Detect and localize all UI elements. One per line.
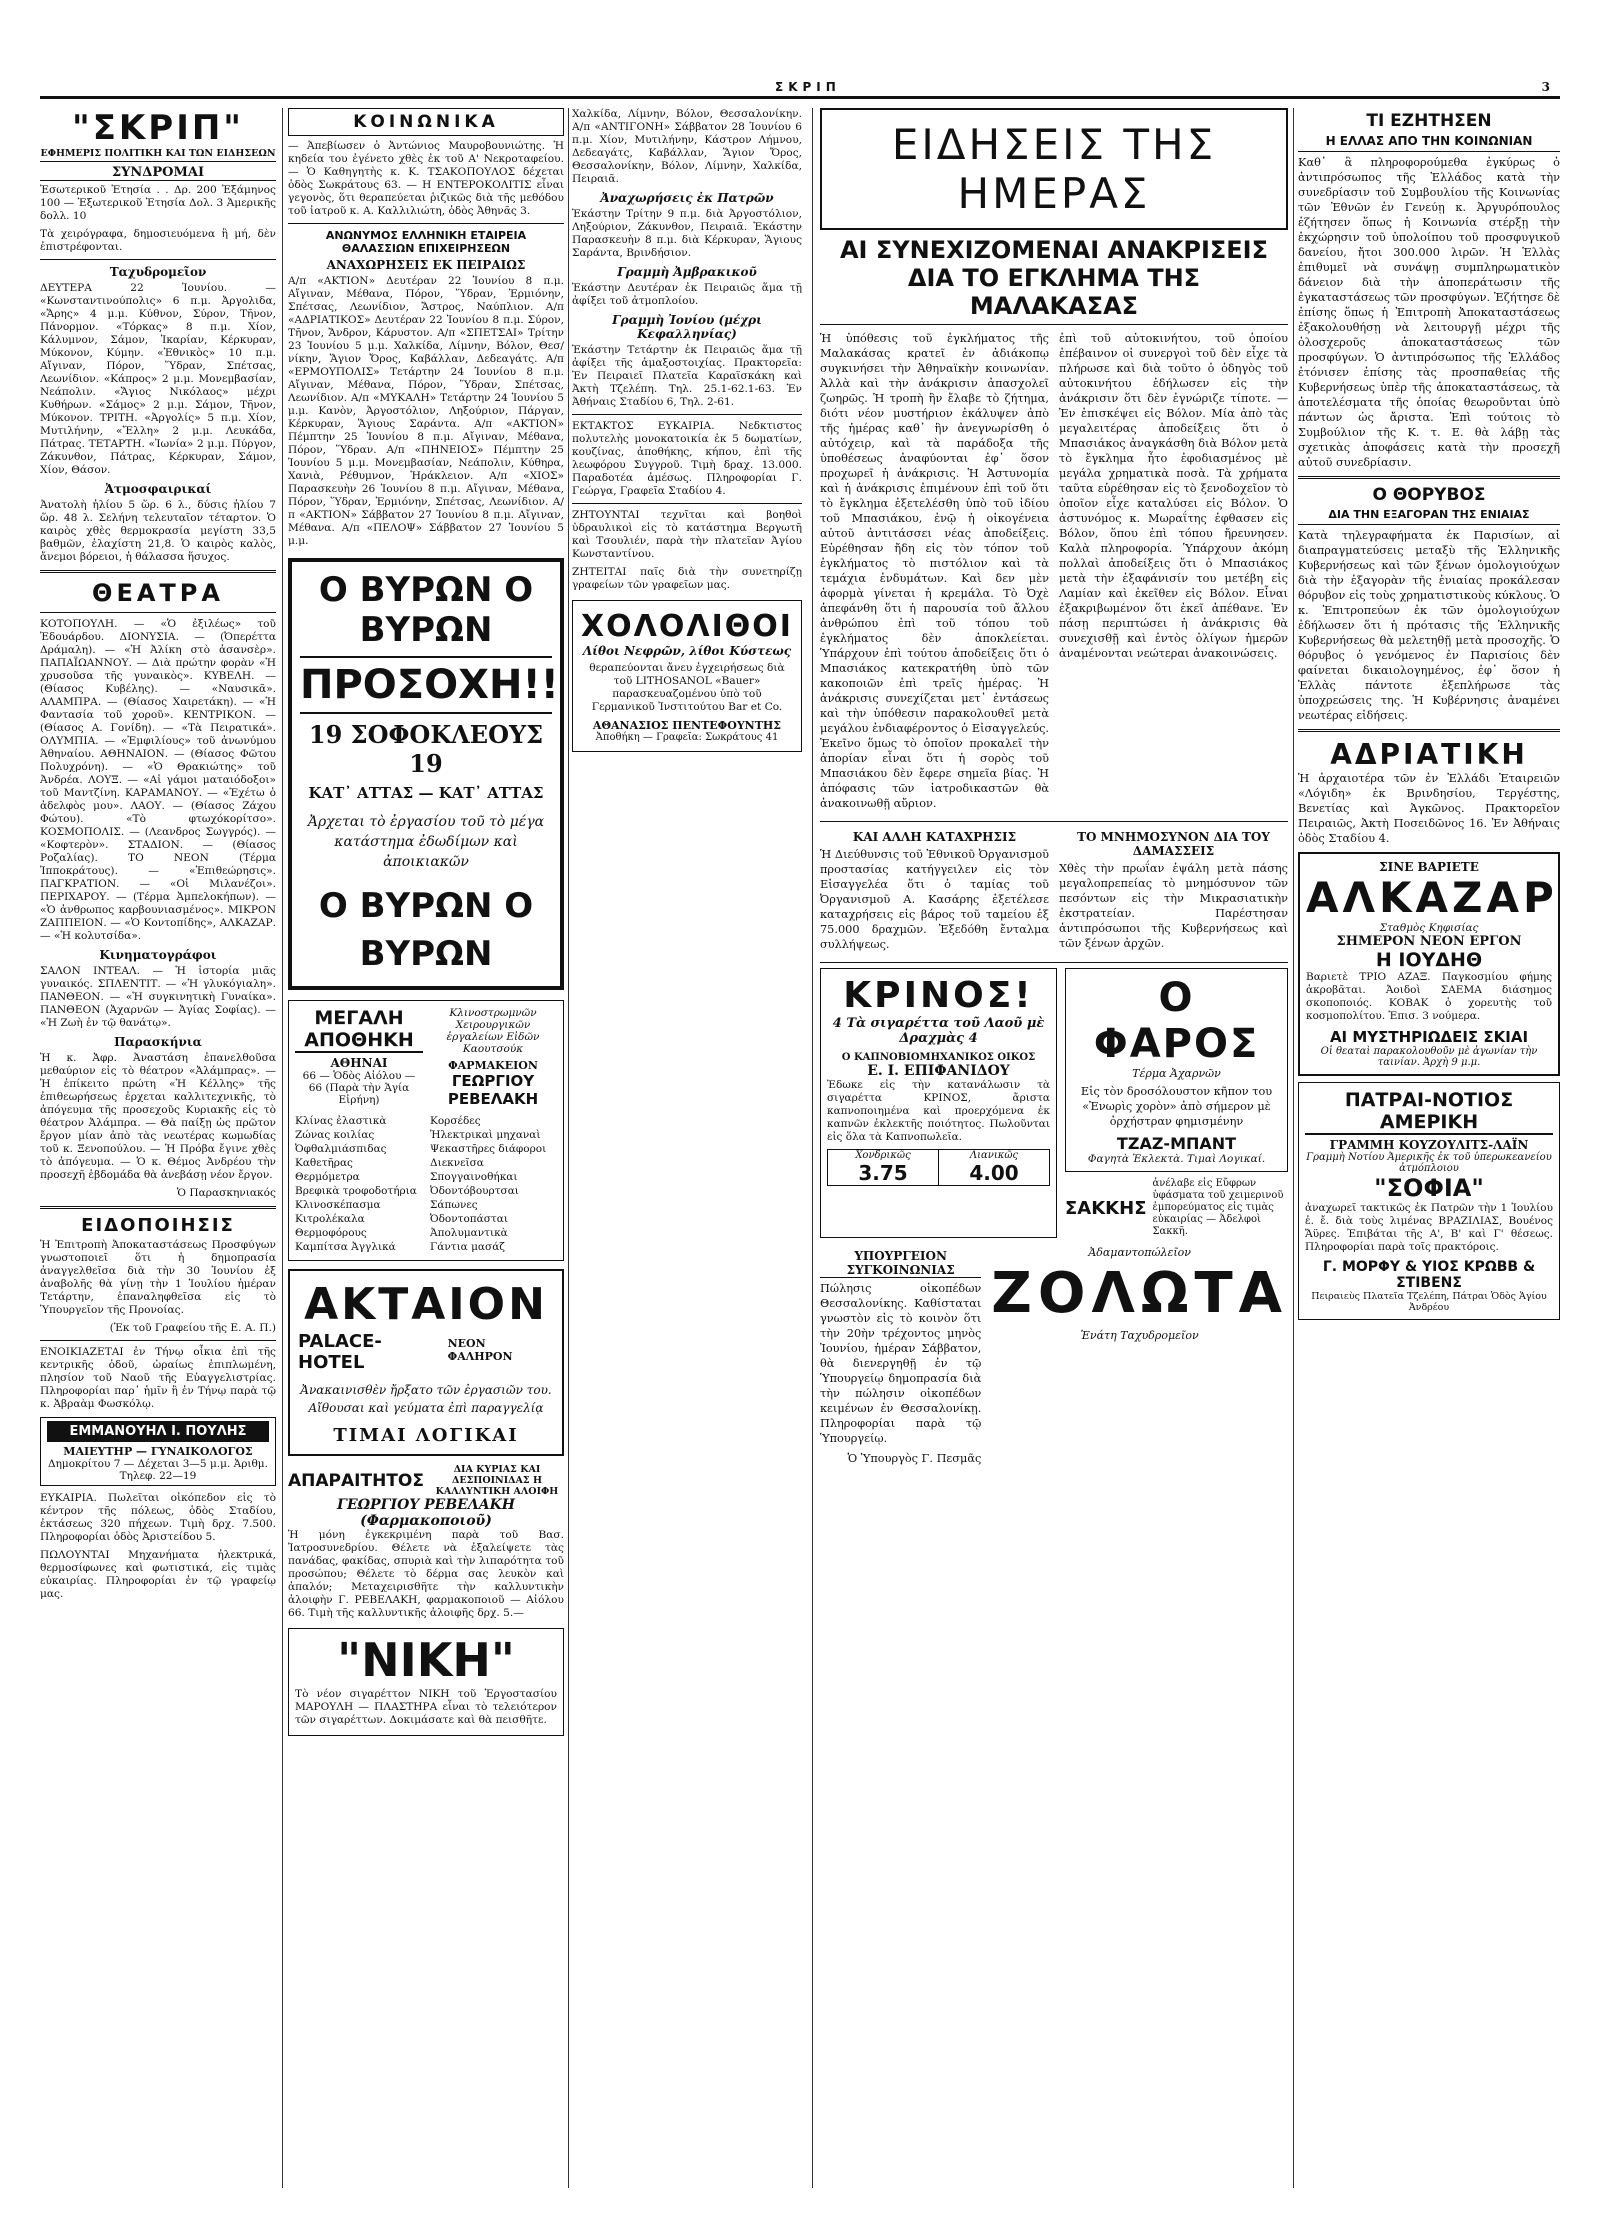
list-item: Ἠλεκτρικαὶ μηχαναὶ <box>430 1129 541 1141</box>
ministry-signature: Ὁ Ὑπουργὸς Γ. Πεσμᾶς <box>847 1452 982 1465</box>
doctor-name: ΕΜΜΑΝΟΥΗΛ Ι. ΠΟΥΛΗΣ <box>47 1421 269 1442</box>
revelakis-name: ΓΕΩΡΓΙΟΥ ΡΕΒΕΛΑΚΗ (Φαρμακοποιοῦ) <box>337 1497 515 1529</box>
doctor-specialty: ΜΑΙΕΥΤΗΡ — ΓΥΝΑΙΚΟΛΟΓΟΣ <box>63 1445 253 1458</box>
list-item: Ὀδοντόβουρτσαι <box>430 1185 519 1197</box>
mail-title: Ταχυδρομεῖον <box>109 265 207 279</box>
ionian-title: Γραμμὴ Ἰονίου (μέχρι Κεφαλληνίας) <box>612 313 762 341</box>
notices-title: ΕΙΔΟΠΟΙΗΣΙΣ <box>81 1215 235 1236</box>
list-item: Γάντια μασάζ <box>430 1241 505 1253</box>
shipping-departures-title: ΑΝΑΧΩΡΗΣΕΙΣ ΕΚ ΠΕΙΡΑΙΩΣ <box>326 258 526 272</box>
wanted-workers-ad: ΖΗΤΟΥΝΤΑΙ τεχνῖται καὶ βοηθοὶ ὑδραυλικοὶ εἰς τὸ κατάστημα Βεργωτῆ καὶ Τσουλιέν, παρὰ τὴν πλατεῖαν Ἀγίου Κωνσταντίνου. <box>572 509 802 560</box>
gallstones-subtitle: Λίθοι Νεφρῶν, λίθοι Κύστεως <box>582 644 792 658</box>
cinema-text: ΣΑΛΟΝ ΙΝΤΕΑΛ. — Ἡ ἱστορία μιᾶς γυναικός. ΣΠΛΕΝΤΙΤ. — «Ἡ γλυκόγιαλη». ΠΑΝΘΕΟΝ. — «Ἡ συγκινητικὴ Γυναίκα». ΠΑΝΘΕΟΝ (Ἀχαρνῶν — Ἀγίας Σοφίας). — «Ἡ Ζωὴ ἐν τῷ θανάτῳ». <box>40 965 276 1029</box>
page-masthead <box>40 80 1560 99</box>
uproar-headline-2: ΔΙΑ ΤΗΝ ΕΞΑΓΟΡΑΝ ΤΗΣ ΕΝΙΑΙΑΣ <box>1298 508 1560 525</box>
bargain-ad: ΕΥΚΑΙΡΙΑ. Πωλεῖται οἰκόπεδον εἰς τὸ κέντρον τῆς πόλεως, ὁδὸς Σταδίου, ἐκτάσεως 320 πήχεων. Τιμὴ δρχ. 7.500. Πληροφορίαι ὁδὸς Ἀριστείδου 5. <box>40 1492 276 1543</box>
warehouse-address: 66 — Ὁδὸς Αἰόλου — 66 (Παρὰ τὴν Ἁγία Εἰρήνη) <box>302 1070 416 1106</box>
patras-america-title: ΠΑΤΡΑΙ-ΝΟΤΙΟΣ ΑΜΕΡΙΚΗ <box>1305 1089 1553 1135</box>
adriatiki-text: Ἡ ἀρχαιοτέρα τῶν ἐν Ἑλλάδι Ἑταιρειῶν «Λόγιδη» ἐκ Βρινδησίου, Τεργέστης, Βενετίας καὶ Ἀγκῶνος. Πρακτορεῖον Πειραιῶς, Ἀκτὴ Ποσειδῶνος 16. Ἐν Ἀθήναις ὁδὸς Σταδίου 4. <box>1298 772 1560 845</box>
paper-subtitle: ΕΦΗΜΕΡΙΣ ΠΟΛΙΤΙΚΗ ΚΑΙ ΤΩΝ ΕΙΔΗΣΕΩΝ <box>40 148 276 162</box>
alkazar-note: Οἱ θεαταὶ παρακολουθοῦν μὲ ἀγωνίαν τὴν ταινίαν. Ἀρχὴ 9 μ.μ. <box>1320 1046 1538 1068</box>
gallstones-text: θεραπεύονται ἄνευ ἐγχειρήσεως διὰ τοῦ LITHOSANOL «Bauer» παρασκευαζομένου ὑπὸ τοῦ Γερμανικοῦ Ἰνστιτούτου Bar et Co. <box>589 662 785 713</box>
zolotas-address: Ἑνάτη Ταχυδρομεῖον <box>1080 1329 1199 1342</box>
patras-america-route: Γραμμὴ Νοτίου Ἀμερικῆς ἐκ τοῦ ὑπερωκεανείου ἀτμόπλοιου <box>1306 1152 1552 1174</box>
weather-text: Ἀνατολὴ ἡλίου 5 ὥρ. 6 λ., δύσις ἡλίου 7 ὥρ. 48 λ. Σελήνη τελευταῖον τέταρτον. Ὁ καιρὸς χθὲς θερμοκρασία μεγίστη 33,5 βαθμῶν, ἐλαχίστη 21,8. Ὁ καιρὸς καλὸς, ἄνεμοι βόρειοι, ἡ θάλασσα ἥσυχος. <box>40 499 276 563</box>
revelakis-ad <box>288 1464 564 1620</box>
subscriptions-text: Ἐσωτερικοῦ Ἐτησία . . Δρ. 200 Ἑξάμηνος 100 — Ἐξωτερικοῦ Ἐτησία Δολ. 3 Ἀμερικῆς δολλ. 10 <box>40 184 276 222</box>
sakkis-ad <box>1065 1178 1288 1238</box>
patras-america-text: ἀναχωρεῖ τακτικῶς ἐκ Πατρῶν τὴν 1 Ἰουλίου ἐ. ἔ. διὰ τοὺς λιμένας ΒΡΑΖΙΛΙΑΣ, Βουένος Ἄϋρες. Ἐπιβάται τῆς Α', Β' καὶ Γ' θέσεως. Πληροφορίαι παρὰ τοῖς πρακτόροις. <box>1305 1202 1553 1253</box>
story-right-column: ἐπὶ τοῦ αὐτοκινήτου, τοῦ ὁποίου ἐπέβαινον οἱ συνεργοὶ τοῦ δὲν εἶχε τὰ πλήρωσε καὶ διὰ τοῦτο ὁ ὁδηγὸς τοῦ αὐτοκινήτου ἐδήλωσεν εἰς τὴν ἀνάκρισιν ὅτι δὲν ἐγνώριζε τίποτε. — Ἐν ἐπισκέψει εἰς Βόλον. Μία ἀπὸ τὰς μεγαλειτέρας ἀποδείξεις ὅτι ὁ Μπασιάκος ἀναγκάσθη διὰ Βόλον μετὰ τὸ ἔγκλημα ἦτο ἐφοδιασμένος μὲ μεγάλα χρηματικὰ ποσὰ. Τὰ χρήματα ταῦτα εὑρέθησαν εἰς τὸ ξενοδοχεῖον τὸ ὁποῖον εἶχε καταλύσει εἰς Βόλον. Ὁ ἀστυνόμος κ. Μωραΐτης ἐφθασεν εἰς Βόλον, ὅπου ἐπὶ τόπου ἤρευνησεν. Καλὰ πληροφορία. Ὑπάρχουν ἀκόμη πολλαὶ ἀποδείξεις ὅτι ὁ Μπασιάκος μετὰ τὴν ἐξαφάνισίν του μετέβη εἰς Λαμίαν καὶ ἐκεῖθεν εἰς Βόλον. Εἶναι ἐξακριβωμένον ὅτι ἐκεῖ ἀπέθανε. Ἐν πάσῃ περιπτώσει ἡ ἀνάκρισις θὰ συνεχισθῇ καὶ ἐντὸς ὀλίγων ἡμερῶν ἀναμένονται νεώτεραι ἀνακοινώσεις. <box>1059 332 1288 660</box>
patras-america-address: Πειραιεὺς Πλατεῖα Τζελέπη, Πάτραι Ὁδὸς Ἁγίου Ἀνδρέου <box>1311 1291 1547 1313</box>
aktaion-prices: ΤΙΜΑΙ ΛΟΓΙΚΑΙ <box>333 1425 519 1446</box>
gallstones-ad <box>572 600 802 752</box>
wanted-boy-ad: ΖΗΤΕΙΤΑΙ παῖς διὰ τὴν συνετηρίζῃ γραφείων τῶν γραφεῖων μας. <box>572 566 802 591</box>
aktaion-subtitle: PALACE-HOTEL <box>298 1331 382 1373</box>
krinos-wholesale-label: Χονδρικῶς <box>855 1150 911 1161</box>
warehouse-goods: Κλινοστρωμνῶν Χειρουργικῶν ἐργαλείων Εἰδῶν Καουτσούκ <box>446 1007 540 1055</box>
doctor-ad <box>40 1417 276 1486</box>
byron-attention: ΠΡΟΣΟΧΗ!! <box>300 656 552 714</box>
cinema-title: Κινηματογράφοι <box>99 948 217 962</box>
memorial-title: ΤΟ ΜΝΗΜΟΣΥΝΟΝ ΔΙΑ ΤΟΥ ΔΑΜΑΣΣΕΙΣ <box>1077 830 1270 858</box>
niki-text: Τὸ νέον σιγαρέττον ΝΙΚΗ τοῦ Ἐργοστασίου ΜΑΡΟΥΛΗ — ΠΛΑΣΤΗΡΑ εἶναι τὸ τελειότερον τῶν σιγαρέττων. Δοκιμάσατε καὶ θὰ πεισθῆτε. <box>295 1688 557 1726</box>
shipping-continued: Χαλκίδα, Λίμνην, Βόλον, Θεσσαλονίκην. Α/π «ΑΝΤΙΓΟΝΗ» Σάββατον 28 Ἰουνίου 6 π.μ. Χίον, Μυτιλήνην, Κάστρον Λήμνου, Δεδεαγάτς, Καβάλλαν, Ἅγιον Ὄρος, Θεσσαλονίκην, Βόλον, Λίμνην, Χαλκίδα, Πειραιᾶ. <box>572 108 802 185</box>
krinos-price-line: 4 Τὰ σιγαρέττα τοῦ Λαοῦ μὲ Δραχμὰς 4 <box>832 1016 1045 1046</box>
ministry-text: Πώλησις οἰκοπέδων Θεσσαλονίκης. Καθίσταται γνωστὸν εἰς τὸ κοινὸν ὅτι τὴν 20ὴν τρέχοντος μηνὸς Ἰουνίου, ἡμέραν Σάββατον, θὰ διενεργηθῇ ἐν τῷ Ὑπουργείῳ δημοπρασία διὰ τὴν πώλησιν οἰκοπέδων κειμένων ἐν Θεσσαλονίκῃ. Πληροφορίαι παρὰ τῷ Ὑπουργείῳ. <box>820 1282 982 1445</box>
list-item: Σάπωνες <box>430 1199 478 1211</box>
warehouse-city: ΑΘΗΝΑΙ <box>330 1056 388 1070</box>
shipping-company-title: ΑΝΩΝΥΜΟΣ ΕΛΛΗΝΙΚΗ ΕΤΑΙΡΕΙΑ ΘΑΛΑΣΣΙΩΝ ΕΠΙΧΕΙΡΗΣΕΩΝ <box>325 229 527 255</box>
krinos-ad <box>820 968 1057 1238</box>
story-headline-2: ΔΙΑ ΤΟ ΕΓΚΛΗΜΑ ΤΗΣ ΜΑΛΑΚΑΣΑΣ <box>820 264 1288 325</box>
list-item: Ἀπολυμαντικὰ <box>430 1227 508 1239</box>
backstage-signature: Ὁ Παρασκηνιακός <box>176 1187 276 1199</box>
alkazar-text: Βαριετὲ ΤΡΙΟ ΑΖΑΞ. Παγκοσμίου φήμης ἀκροβᾶται. Ἀοιδοὶ ΣΑΕΜΑ διάσημος σκοποποιός. ΚΟΒΑΚ ὁ χορευτὴς τοῦ κοσμοπολίτου. Ἐπισ. 3 νούμερα. <box>1306 971 1552 1022</box>
faros-ad <box>1065 968 1288 1172</box>
warehouse-ad <box>288 1000 564 1261</box>
list-item: Θερμοφόρους <box>295 1227 367 1239</box>
krinos-name: Ε. Ι. ΕΠΙΦΑΝΙΔΟΥ <box>867 1063 1010 1079</box>
gallstones-address: Ἀποθήκη — Γραφεῖα: Σωκράτους 41 <box>595 732 779 743</box>
warehouse-title: ΜΕΓΑΛΗ ΑΠΟΘΗΚΗ <box>295 1007 423 1053</box>
column-5 <box>1298 108 1560 2188</box>
embezzlement-text: Ἡ Διεύθυνσις τοῦ Ἐθνικοῦ Ὀργανισμοῦ προστασίας κατήγγειλεν εἰς τὸν Εἰσαγγελέα ὅτι ὁ ταμίας τοῦ Ὀργανισμοῦ Α. Κασάρης ἐξετέλεσε καταχρήσεις εἰς βάρος τοῦ ταμείου ἐξ 75.000 δραχμῶν. Ἐξεδόθη ἔνταλμα συλλήψεως. <box>820 848 1049 951</box>
list-item: Κιτρολέκαλα <box>295 1213 365 1225</box>
news-banner: ΕΙΔΗΣΕΙΣ ΤΗΣ ΗΜΕΡΑΣ <box>820 108 1288 230</box>
doctor-address: Δημοκρίτου 7 — Δέχεται 3—5 μ.μ. Ἀριθμ. Τηλεφ. 22—19 <box>48 1458 268 1482</box>
warehouse-items-left <box>295 1114 422 1254</box>
alkazar-title: ΑΛΚΑΖΑΡ <box>1306 873 1558 922</box>
list-item: Κλίνας ἐλαστικὰ <box>295 1115 387 1127</box>
shipping-schedule: Α/π «ΑΚΤΙΟΝ» Δευτέραν 22 Ἰουνίου 8 π.μ. Αἴγιναν, Μέθανα, Πόρον, Ὕδραν, Ἑρμιόνην, Σπέτσας, Λεωνίδιον, Ἄστρος, Ναύπλιον. Α/π «ΑΔΡΙΑΤΙΚΟΣ» Δευτέραν 22 Ἰουνίου 8 π.μ. Σύρον, Τῆνον, Ἄνδρον, Κάρυστον. Α/π «ΣΠΕΤΣΑΙ» Τρίτην 23 Ἰουνίου 5 μ.μ. Χαλκίδα, Λίμνην, Βόλον, Θεσ/νίκην, Ἅγιον Ὄρος, Καβάλλαν, Δεδεαγάτς. Α/π «ΕΡΜΟΥΠΟΛΙΣ» Τετάρτην 24 Ἰουνίου 8 π.μ. Αἴγιναν, Μέθανα, Πόρον, Ὕδραν, Σπέτσας, Λεωνίδιον. Α/π «ΜΥΚΑΛΗ» Τετάρτην 24 Ἰουνίου 5 μ.μ. Κανὸν, Ἀργοστόλιον, Ληξούριον, Πάργαν, Κέρκυραν, Ἅγιους Σαράντα. Α/π «ΑΚΤΙΟΝ» Πέμπτην 25 Ἰουνίου 8 π.μ. Αἴγιναν, Μέθανα, Πόρον, Ὕδραν. Α/π «ΠΗΝΕΙΟΣ» Πέμπτην 25 Ἰουνίου 5 μ.μ. Μονεμβασίαν, Νεάπολιν, Κύθηρα, Χανιὰ, Ρέθυμνον, Ἡράκλειον. Α/π «ΧΙΟΣ» Παρασκευὴν 26 Ἰουνίου 8 π.μ. Αἴγιναν, Μέθανα, Πόρον, Ὕδραν, Ἑρμιόνην, Σπέτσας, Λεωνίδιον. Α/π «ΑΚΤΙΟΝ» Σάββατον 27 Ἰουνίου 8 π.μ. Αἴγιναν, Μέθανα. Α/π «ΠΕΛΟΨ» Σάββατον 27 Ἰουνίου 5 μ.μ. <box>288 275 564 547</box>
greece-text: Καθ᾽ ἃ πληροφορούμεθα ἐγκύρως ὁ ἀντιπρόσωπος τῆς Ἑλλάδος κατὰ τὴν συνεδρίασιν τοῦ Συμβουλίου τῆς Κοινωνίας τῶν Ἐθνῶν ἐν Γενεύῃ κ. Ἀργυρόπουλος ἐζήτησεν ὅπως ἡ Κοινωνία στέρξῃ τὴν ἐκχώρησιν τοῦ ὑπολοίπου τοῦ προσφυγικοῦ δανείου, ἤτοι 300.000 λιρῶν. Ἡ Ἑλλὰς ἐπιθυμεῖ νὰ συνάψῃ συμπληρωματικὸν δάνειον διὰ τὴν ἀποπεράτωσιν τῆς ἐγκαταστάσεως τῶν προσφύγων. Ἐζήτησε δὲ ἐπίσης ὅπως ἡ Ἐπιτροπὴ Ἀποκαταστάσεως ἐξακολουθήσῃ νὰ λειτουργῇ μέχρι τῆς ὁλοσχεροῦς ἀποκαταστάσεως τῶν προσφύγων. Ὁ ἀντιπρόσωπος τῆς Ἑλλάδος ἐτόνισεν ἐπίσης τὰς προσπαθείας τῆς Κυβερνήσεως ὑπὲρ τῆς ἀποκαταστάσεως, τὰ ἀποτελέσματα τῆς ὁποίας θεωροῦνται ὑπὸ πάντων ὡς ἄριστα. Ἐπὶ τούτοις τὸ Συμβούλιον τῆς Κ. τ. Ε. θὰ λάβῃ τὰς σχετικὰς ἀποφάσεις κατὰ τὴν προσεχῆ αὐτοῦ συνεδρίασιν. <box>1298 156 1560 469</box>
memorial-text: Χθὲς τὴν πρωΐαν ἐψάλη μετὰ πάσης μεγαλοπρεπείας τὸ μνημόσυνον τῶν πεσόντων εἰς τὴν Μικρασιατικὴν ἐκστρατείαν. Παρέστησαν ἀντιπρόσωποι τῆς Κυβερνήσεως καὶ τῶν ξένων ἀρχῶν. <box>1059 862 1288 950</box>
alkazar-new: ΣΗΜΕΡΟΝ ΝΕΟΝ ΕΡΓΟΝ <box>1336 934 1522 949</box>
pharmacy-name: ΓΕΩΡΓΙΟΥ ΡΕΒΕΛΑΚΗ <box>447 1072 539 1108</box>
niki-title: "ΝΙΚΗ" <box>337 1633 515 1687</box>
gallstones-title: ΧΟΛΟΛΙΘΟΙ <box>581 609 793 644</box>
niki-ad <box>288 1628 564 1736</box>
rent-ad: ΕΝΟΙΚΙΑΖΕΤΑΙ ἐν Τήνῳ οἶκια ἐπὶ τῆς κεντρικῆς ὁδοῦ, ὡραίως ἐπιπλωμένη, πλησίον τοῦ Ναοῦ τῆς Εὐαγγελιστρίας. Πληροφορίαι παρ᾽ ἡμῖν ἢ ἐν Τήνῳ παρὰ τῷ κ. Ἀβραὰμ Φωσκόλῳ. <box>40 1346 276 1410</box>
byron-text: Ἀρχεται τὸ ἐργασίου τοῦ τὸ μέγα κατάστημα ἐδωδίμων καὶ ἀποικιακῶν <box>307 814 545 870</box>
pharmacy-title: ΦΑΡΜΑΚΕΙΟΝ <box>448 1059 538 1072</box>
social-title: ΚΟΙΝΩΝΙΚΑ <box>353 112 499 132</box>
revelakis-title: ΑΠΑΡΑΙΤΗΤΟΣ <box>288 1470 424 1491</box>
list-item: Κλινοσκέπασμα <box>295 1199 381 1211</box>
list-item: Βρεφικὰ τροφοδοτήρια <box>295 1185 417 1197</box>
ionian-text: Ἑκάστην Τετάρτην ἐκ Πειραιῶς ἅμα τῇ ἀφίξει τῆς ἁμαξοστοιχίας. Πρακτορεῖα: Ἐν Πειραιεῖ Πλατεῖα Καραϊσκάκη καὶ Ἀκτὴ Τζελέπη. Τηλ. 25.1-62.1-63. Ἐν Ἀθήναις Σταδίου 6, Τηλ. 2-61. <box>572 344 802 408</box>
faros-food: Φαγητὰ Ἐκλεκτὰ. Τιμαὶ Λογικαί. <box>1087 1153 1266 1165</box>
backstage-title: Παρασκήνια <box>114 1035 202 1049</box>
byron-address: 19 ΣΟΦΟΚΛΕΟΥΣ 19 <box>308 720 544 778</box>
gallstones-agent: ΑΘΑΝΑΣΙΟΣ ΠΕΝΤΕΦΟΥΝΤΗΣ <box>592 719 782 732</box>
list-item: Ζώνας κοιλίας <box>295 1129 375 1141</box>
machines-ad: ΠΩΛΟΥΝΤΑΙ Μηχανήματα ἠλεκτρικά, θερμοσίφωνες καὶ φωτιστικά, εἰς τιμὰς εὐκαιρίας. Πληροφορίαι ἐν τῷ γραφείῳ μας. <box>40 1549 276 1600</box>
alkazar-film: Η ΙΟΥΔΗΘ <box>1375 949 1483 971</box>
aktaion-place: ΝΕΟΝ ΦΑΛΗΡΟΝ <box>447 1337 513 1363</box>
amvrakikos-text: Ἑκάστην Δευτέραν ἐκ Πειραιῶς ἅμα τῇ ἀφίξει τοῦ ἀτμοπλοίου. <box>572 282 802 307</box>
story-body <box>820 331 1288 816</box>
aktaion-ad <box>288 1269 564 1456</box>
revelakis-subtitle: ΔΙΑ ΚΥΡΙΑΣ ΚΑΙ ΔΕΣΠΟΙΝΙΔΑΣ Η ΚΑΛΛΥΝΤΙΚΗ ΑΛΟΙΦΗ <box>435 1464 559 1497</box>
column-4 <box>820 108 1288 2188</box>
paper-name: "ΣΚΡΙΠ" <box>71 108 245 148</box>
theatre-text: ΚΟΤΟΠΟΥΛΗ. — «Ὁ ἐξιλέως» τοῦ Ἐδουάρδου. ΔΙΟΝΥΣΙΑ. — (Ὀπερέττα Δράμαλη). — «Ἡ Ἀλίκη στὸ ἀσανσὲρ». ΠΑΠΑΪΩΑΝΝΟΥ. — Διὰ πρώτην φορὰν «Ἡ χρυσοῦσα τῆς γυναικὸς». ΚΥΒΕΛΗ. — (Θίασος Κυβέλης). — «Ναυσικᾶ». ΑΛΑΜΠΡΑ. — (Θίασος Χαιρετάκη). — «Ἡ Φαντασία τοῦ χοροῦ». ΚΕΝΤΡΙΚΟΝ. — (Θίασος Α. Γονίδη). — «Τὰ Πειρατικά». ΟΛΥΜΠΙΑ. — «Ἐμφιλίους» τοῦ ἀνωνύμου Ἀθηναίου. ΑΘΗΝΑΙΟΝ. — (Θίασος Φῶτου Πολυχρόνη). — «Ὁ Θρακιώτης» τοῦ Ἀνδρέα. ΛΟΥΞ. — «Αἱ γάμοι ματαιόδοξοι» τοῦ Μαντζίνη. ΚΑΡΑΜΑΝΟΥ. — «Ἐχέτω ὁ ἀδελφὸς μου». ΛΑΟΥ. — (Θίασος Ζάχου Φώτου). «Τὸ φτωχόκορίτσο». ΚΟΣΜΟΠΟΛΙΣ. — (Λεανδρος Σωγγρός). — «Κοφτερὸν». ΣΤΑΔΙΟΝ. — (Θίασος Ροζαλίας). ΤΟ ΝΕΟΝ (Τέρμα Ἰπποκράτους). — «Ἐπιθεώρησις». ΠΑΓΚΡΑΤΙΟΝ. — «Οἱ Μιλανέζοι». ΠΕΡΙΧΑΡΟΥ. — (Τέρμα Ἀμπελοκήπων). — «Ὁ ἀνθρωπος καρβουνιασμένος». ΜΙΚΡΟΝ ΖΑΠΠΕΙΟΝ. — «Ὁ Κοντοπίδης», ΑΛΚΑΖΑΡ. — «Ἡ κολυτσίδα». <box>40 618 276 942</box>
patras-america-line: ΓΡΑΜΜΗ ΚΟΥΖΟΥΛΙΤΣ-ΛΑΪΝ <box>1329 1138 1529 1152</box>
list-item: Καμπίτσα Ἀγγλικά <box>295 1241 396 1253</box>
zolotas-title: ΖΟΛΩΤΑ <box>991 1261 1288 1326</box>
column-divider <box>282 108 283 2188</box>
revelakis-text: Ἡ μόνη ἐγκεκριμένη παρὰ τοῦ Βασ. Ἰατροσυνεδρίου. Θέλετε νὰ ἐξαλείψετε τὰς πανάδας, φακίδας, σπυριὰ καὶ τὴν λιπαρότητα τοῦ προσώπου; Θέλετε τὸ δέρμα σας λευκὸν καὶ ἀπαλόν; Μεταχειρισθῆτε τὴν καλλυντικὴν ἀλοιφὴν Γ. ΡΕΒΕΛΑΚΗ, φαρμακοποιοῦ — Αἰόλου 66. Τιμὴ τῆς καλλυντικῆς ἀλοιφῆς δρχ. 5.— <box>288 1529 564 1619</box>
krinos-maker: Ο ΚΑΠΝΟΒΙΟΜΗΧΑΝΙΚΟΣ ΟΙΚΟΣ <box>841 1052 1036 1063</box>
krinos-wholesale-price: 3.75 <box>858 1161 908 1185</box>
byron-kat-attas: ΚΑΤ᾽ ΑΤΤΑΣ — ΚΑΤ᾽ ΑΤΤΑΣ <box>308 784 544 802</box>
patras-america-agents: Γ. ΜΟΡΦΥ & ΥΙΟΣ ΚΡΩΒΒ & ΣΤΙΒΕΝΣ <box>1322 1259 1536 1291</box>
manuscripts-note: Τὰ χειρόγραφα, δημοσιευόμενα ἢ μή, δὲν ἐπιστρέφονται. <box>40 228 276 253</box>
faros-band: ΤΖΑΖ-ΜΠΑΝΤ <box>1116 1134 1237 1153</box>
krinos-retail-label: Λιανικῶς <box>969 1150 1019 1161</box>
social-text: — Ἀπεβίωσεν ὁ Ἀντώνιος Μαυροβουνιώτης. Ἡ κηδεία του ἐγένετο χθὲς ἐκ τοῦ Α' Νεκροταφείου. — Ὁ Καθηγητὴς κ. Κ. ΤΣΑΚΟΠΟΥΛΟΣ δέχεται ὁδὸς Σωκράτους 63. — Η ΕΝΤΕΡΟΚΟΛΙΤΙΣ εἶναι γεγονὸς, ὅτι θεραπεύεται ῥιζικῶς διὰ τῆς μεθόδου τοῦ ἰατροῦ κ. Α. Καλλιλιώτη, ὁδὸς Ἀθηνᾶς 3. <box>288 140 564 217</box>
mail-text: ΔΕΥΤΕΡΑ 22 Ἰουνίου. — «Κωνσταντινούπολις» 6 π.μ. Ἀργολιδα, «Ἄρης» 4 μ.μ. Κύθνον, Σύρον, Τῆνον, Πάνορμον. «Τόρκας» 8 π.μ. Χίον, Κάλυμνον, Σάμον, Ἰκαρίαν, Κέρκυραν, Μύκονον, Κύμην. «Ἐθνικὸς» 10 π.μ. Αἴγιναν, Πόρον, Ὕδραν, Σπέτσας, Λεωνίδιον. «Κάπρος» 2 μ.μ. Μονεμβασίαν, Νεάπολιν. «Ἄγιος Νικόλαος» μέχρι Κυθήρων. «Σάμος» 2 μ.μ. Σάμον, Τῆνον, Μύκονον. ΤΡΙΤΗ. «Ἀργολίς» 5 π.μ. Χίον, Μυτιλήνην, «Ἔλλη» 2 μ.μ. Λευκάδα, Πάτρας. ΤΕΤΑΡΤΗ. «Ἰωνία» 2 μ.μ. Πύργον, Ζάκυνθον, Πάτρας, Κέρκυραν, Σάμον, Χίον, Θάσον. <box>40 282 276 476</box>
column-divider <box>1293 108 1294 2188</box>
sakkis-text: ἀνέλαβε εἰς Εὔφρων ὑφάσματα τοῦ χειμερινοῦ ἐμπορεύματος εἰς τιμὰς εὐκαιρίας — Ἀδελφοὶ Σακκῆ. <box>1152 1178 1284 1237</box>
column-divider <box>812 108 813 2188</box>
subscriptions-title: ΣΥΝΔΡΟΜΑΙ <box>40 165 276 181</box>
notices-signature: (Ἐκ τοῦ Γραφείου τῆς Ε. Α. Π.) <box>109 1322 276 1334</box>
column-1 <box>40 108 276 2188</box>
page-number: 3 <box>1541 80 1550 94</box>
social-section-header <box>288 108 564 136</box>
uproar-text: Κατὰ τηλεγραφήματα ἐκ Παρισίων, αἱ διαπραγματεύσεις μεταξὺ τῆς Ἑλληνικῆς Κυβερνήσεως καὶ τῶν ξένων ὁμολογιούχων διὰ τὴν ἐξαγορὰν τῆς ἑνιαίας προκάλεσαν θόρυβον εἰς τοὺς χρηματιστικοὺς κύκλους. Ὁ κ. Ἐπιτροπεύων ἐκ τῶν ὁμολογιούχων ἐδήλωσεν ὅτι ἡ πρότασις τῆς Ἑλληνικῆς Κυβερνήσεως θὰ μελετηθῇ μετὰ προσοχῆς. Ὁ θόρυβος ὁ γενόμενος ἐν Παρισίοις δὲν φαίνεται δικαιολογημένος, ἐφ᾽ ὅσον ἡ Ἑλλὰς πάντοτε ἐξεπλήρωσε τὰς ὑποχρεώσεις της. Ἡ Κυβέρνησις ἀναμένει νεωτέρας εἰδήσεις. <box>1298 529 1560 722</box>
alkazar-kicker: ΣΙΝΕ ΒΑΡΙΕΤΕ <box>1379 860 1479 874</box>
alkazar-ad <box>1298 852 1560 1076</box>
patras-title: Ἀναχωρήσεις ἐκ Πατρῶν <box>600 191 774 205</box>
patras-america-ad <box>1298 1082 1560 1320</box>
amvrakikos-title: Γραμμὴ Ἀμβρακικοῦ <box>617 265 757 279</box>
list-item: Κορσέδες <box>430 1115 481 1127</box>
list-item: Ὀφθαλμιάσπιδας <box>295 1143 387 1155</box>
urgent-bargain-ad: ΕΚΤΑΚΤΟΣ ΕΥΚΑΙΡΙΑ. Νεδκτιστος πολυτελὴς μονοκατοικία ἐκ 5 δωματίων, κουζίνας, ἀποθήκης, κήπου, ἐπὶ τῆς λεωφόρου Συγγροῦ. Τιμὴ δραχ. 13.000. Παραδοτέα ἀμέσως. Πληροφορίαι Γ. Γεώργα, Γραφεῖα Σταδίου 4. <box>572 420 802 497</box>
patras-text: Ἑκάστην Τρίτην 9 π.μ. διὰ Ἀργοστόλιον, Ληξούριον, Ζάκυνθον, Πειραιᾶ. Ἑκάστην Παρασκευὴν 8 π.μ. διὰ Κέρκυραν, Ἅγιους Σαράντα, Βρινδήσιον. <box>572 208 802 259</box>
story-headline-1: ΑΙ ΣΥΝΕΧΙΖΟΜΕΝΑΙ ΑΝΑΚΡΙΣΕΙΣ <box>839 236 1269 264</box>
greece-headline-1: ΤΙ ΕΖΗΤΗΣΕΝ <box>1366 111 1492 131</box>
ministry-title: ΥΠΟΥΡΓΕΙΟΝ ΣΥΓΚΟΙΝΩΝΙΑΣ <box>820 1249 981 1278</box>
patras-america-ship: "ΣΟΦΙΑ" <box>1374 1174 1484 1202</box>
byron-footer: Ο ΒΥΡΩΝ Ο ΒΥΡΩΝ <box>318 886 534 974</box>
notices-text: Ἡ Ἐπιτροπὴ Ἀποκαταστάσεως Προσφύγων γνωστοποιεῖ ὅτι ἡ δημοπρασία ἀναγγελθεῖσα διὰ τὴν 30 Ἰουνίου ἐξ ἀναβολῆς θὰ γίνῃ τὴν 1 Ἰουλίου ἡμέραν Τετάρτην, ἐπαναληφθεῖσα εἰς τὸ Ὑπουργεῖον τῆς Προνοίας. <box>40 1239 276 1316</box>
warehouse-items-right <box>430 1114 557 1254</box>
masthead-title: ΣΚΡΙΠ <box>775 80 841 94</box>
faros-location: Τέρμα Ἀχαρνῶν <box>1132 1067 1221 1080</box>
weather-title: Ἀτμοσφαιρικαί <box>104 482 212 496</box>
alkazar-station: Σταθμὸς Κηφισίας <box>1379 922 1479 934</box>
krinos-retail-price: 4.00 <box>969 1161 1019 1185</box>
newspaper-page <box>40 80 1560 2190</box>
story-left-column: Ἡ ὑπόθεσις τοῦ ἐγκλήματος τῆς Μαλακάσας κρατεῖ ἐν ἀδιάκοπῳ συγκινήσει τὴν Ἀθηναϊκὴν κοινωνίαν. Ἀλλὰ καὶ τὴν ἀνάκρισιν ἀπασχολεῖ ζωηρῶς. Ἡ τροπὴ ἣν ἔλαβε τὸ ζήτημα, διότι νέον μυστήριον ἐκάλυψεν ἀπὸ τῆς ἡμέρας καθ᾽ ἣν ἀνεγνωρίσθη ὁ αὐτόχειρ, καὶ τὰ παράδοξα τῆς ὑποθέσεως ἀναφύονται ἐφ᾽ ὅσον προχωρεῖ ἡ ἀνάκρισις. Ἡ Ἀστυνομία καὶ ἡ ἀνάκρισις ἐπιμένουν ἐπὶ τοῦ ὅτι τὸ ἔγκλημα ἐξετελέσθη ὑπὸ τοῦ ἰδίου τοῦ Μπασιάκου, ἐνῷ ἡ οἰκογένεια αὐτοῦ ἀντιτάσσει νέας ἀποδείξεις. Εὑρέθησαν ἤδη εἰς τὸν τόπον τοῦ ἐγκλήματος τὸ πιστόλιον καὶ τὰ τεμάχια ἐνδυμάτων. Καὶ δεν μὲν ἀφορμὰ γίνεται ἡ κρεμάλα. Τὸ Ὀχὲ ἀπεφάνθη ὅτι ἡ παρουσία τοῦ ἄλλου ἀνθρώπου ἐπὶ τοῦ τόπου τοῦ ἐγκλήματος δὲν ἀποκλείεται. Ὑπάρχουν ἐπὶ τούτου ἀποδείξεις ὅτι ὁ Μπασιάκος κατεκρατήθη ὑπὸ τῶν κακοποιῶν ἐπὶ τρεῖς ἡμέρας. Ἡ ἀνάκρισις συνεχίζεται μετ᾽ ἐντάσεως καὶ τὴν ὑπόθεσιν παρακολουθεῖ μετὰ μεγάλου ἐνδιαφέροντος ὁ Εἰσαγγελεύς. Ἐκεῖνο ὅμως τὸ ὁποῖον προκαλεῖ τὴν ἀπορίαν εἶναι ὅτι ἡ σορὸς τοῦ Μπασιάκου δὲν ἔφερε σημεῖα βίας. Ἡ ἀπόφασις τῶν ἰατροδικαστῶν θὰ ἀνακοινωθῇ αὔριον. <box>820 332 1049 810</box>
alkazar-shadows: ΑΙ ΜΥΣΤΗΡΙΩΔΕΙΣ ΣΚΙΑΙ <box>1329 1028 1529 1046</box>
byron-title: Ο ΒΥΡΩΝ Ο ΒΥΡΩΝ <box>318 570 534 650</box>
uproar-headline-1: Ο ΘΟΡΥΒΟΣ <box>1372 485 1486 505</box>
column-divider <box>568 108 569 2188</box>
faros-text: Εἰς τὸν δροσόλουστον κῆπον του «Ἐνωρὶς χορὸν» ἀπὸ σήμερον μὲ ὀρχήστραν φημισμένην <box>1080 1085 1273 1128</box>
sakkis-name: ΣΑΚΚΗΣ <box>1065 1197 1147 1219</box>
faros-title: Ο ΦΑΡΟΣ <box>1093 975 1260 1067</box>
theatre-title: ΘΕΑΤΡΑ <box>92 579 224 607</box>
list-item: Σπογγαινοθήκαι <box>430 1171 518 1183</box>
list-item: Καθετῆρας <box>295 1157 353 1169</box>
column-2 <box>288 108 564 2188</box>
list-item: Διεκνεῖσα <box>430 1157 484 1169</box>
krinos-text: Ἐδωκε εἰς τὴν κατανάλωσιν τὰ σιγαρέττα ΚΡΙΝΟΣ, ἄριστα καπνοποιημένα καὶ προερχόμενα ἐκ καπνῶν ἐκλεκτῆς ποιότητος. Πωλοῦνται εἰς ὅλα τὰ Καπνοπωλεῖα. <box>827 1079 1050 1143</box>
byron-ad <box>288 558 564 990</box>
column-3 <box>572 108 802 2188</box>
krinos-title: ΚΡΙΝΟΣ! <box>843 975 1034 1016</box>
aktaion-text: Ἀνακαινισθὲν ἤρξατο τῶν ἐργασιῶν του. Αἴθουσαι καὶ γεύματα ἐπὶ παραγγελίᾳ <box>300 1383 552 1415</box>
embezzlement-title: ΚΑΙ ΑΛΛΗ ΚΑΤΑΧΡΗΣΙΣ <box>852 830 1017 844</box>
list-item: Ὀδοντοπάσται <box>430 1213 508 1225</box>
list-item: Ψεκαστῆρες διάφοροι <box>430 1143 547 1155</box>
greece-headline-2: Η ΕΛΛΑΣ ΑΠΟ ΤΗΝ ΚΟΙΝΩΝΙΑΝ <box>1298 134 1560 152</box>
aktaion-title: ΑΚΤΑΙΟΝ <box>304 1279 548 1330</box>
backstage-text: Ἡ κ. Ἀφρ. Ἀναστάση ἐπανελθοῦσα μεθαύριον εἰς τὸ θέατρον «Ἀλάμπρας». — Ἡ ἐπίκειτο πρώτη «Ἡ Κέλλης» τῆς ἐπιθεωρήσεως ἐρχεται καλλιτεχνικῆς, τὸ ἀπόγευμα τῆς προσεχοῦς Κυριακῆς εἰς τὸ θέατρον Ἀλάμπρα. — Θὰ παίξῃ ὡς πρῶτον ἔργον μίαν ἀπὸ τὰς νεωτέρας κωμωδίας τοῦ κ. Ξενοπούλου. — Ἡ Πρόβα ἔγινε χθὲς τὸ ἀπόγευμα. — Ὁ κ. Θέμος Ἀνδρέου τὴν προσεχῆ ἑβδομάδα θὰ ἀνεβάσῃ νέον ἔργον. <box>40 1052 276 1181</box>
list-item: Θερμόμετρα <box>295 1171 360 1183</box>
adriatiki-title: ΑΔΡΙΑΤΙΚΗ <box>1330 738 1528 771</box>
zolotas-subtitle: Ἀδαμαντοπώλεῖον <box>1088 1246 1191 1259</box>
